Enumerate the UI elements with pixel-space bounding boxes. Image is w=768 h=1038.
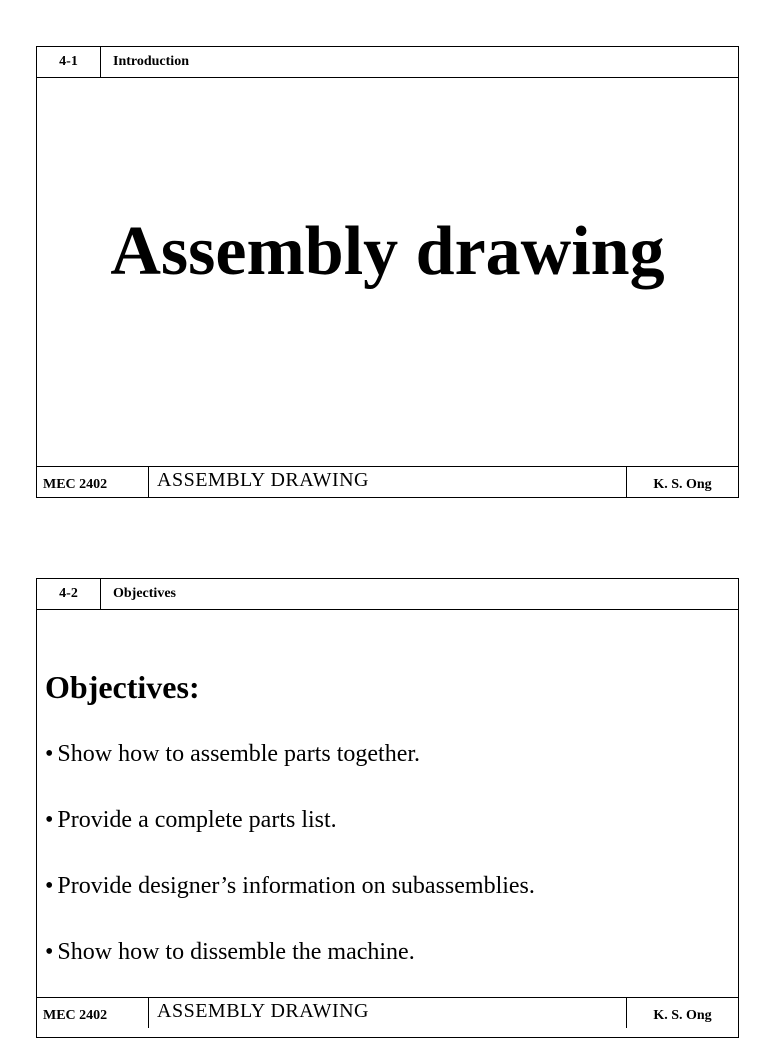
list-item-text: Show how to dissemble the machine. [57,939,415,965]
slide-header [37,579,738,610]
slide-header [37,47,738,78]
slide-title: Assembly drawing [110,213,665,290]
bullet-icon: • [45,873,54,899]
bullet-icon: • [45,939,54,965]
course-code: MEC 2402 [37,998,149,1028]
slide-number: 4-1 [37,47,101,77]
slide-footer [37,466,738,497]
course-title: ASSEMBLY DRAWING [157,469,369,491]
bullet-icon: • [45,807,54,833]
author: K. S. Ong [626,467,738,497]
section-title: Objectives [113,586,176,601]
objectives-heading: Objectives: [45,669,200,705]
objectives-list [45,739,535,1003]
slide-introduction [36,46,739,498]
slide-objectives [36,578,739,1038]
list-item-text: Show how to assemble parts together. [57,741,421,767]
course-code: MEC 2402 [37,467,149,497]
author: K. S. Ong [626,998,738,1028]
course-title: ASSEMBLY DRAWING [157,1000,369,1022]
slide-footer [37,997,738,1028]
list-item [45,739,535,805]
list-item-text: Provide a complete parts list. [57,807,337,833]
slide-number: 4-2 [37,579,101,609]
list-item-text: Provide designer’s information on subassemblies. [57,873,535,899]
list-item [45,937,535,1003]
bullet-icon: • [45,741,54,767]
list-item [45,871,535,937]
list-item [45,805,535,871]
section-title: Introduction [113,54,189,69]
